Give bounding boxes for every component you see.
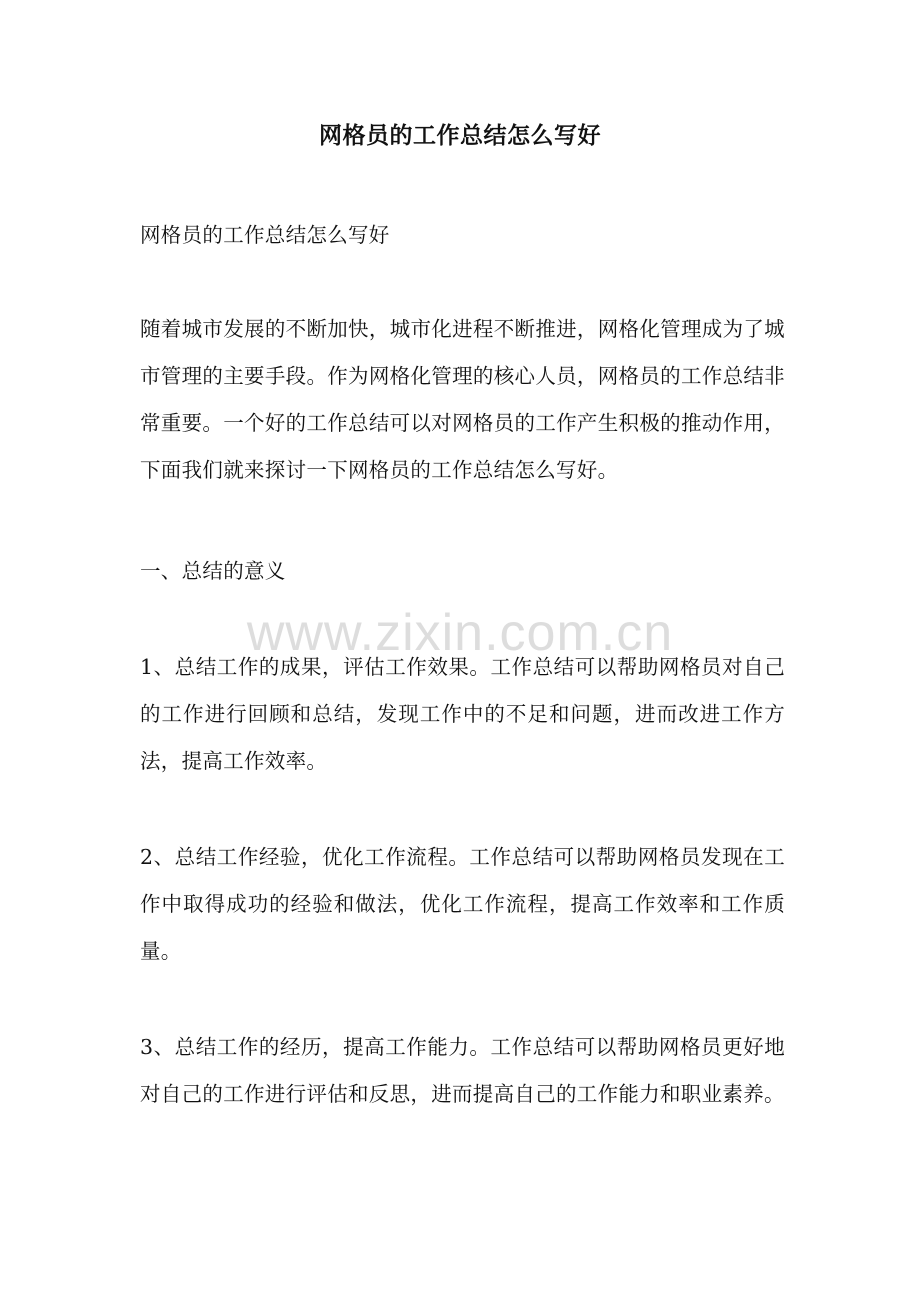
document-subtitle: 网格员的工作总结怎么写好: [140, 223, 390, 247]
watermark: www.zixin.com.cn: [246, 604, 674, 662]
intro-paragraph: 随着城市发展的不断加快，城市化进程不断推进，网格化管理成为了城市管理的主要手段。作为网格化管理的核心人员，网格员的工作总结非常重要。一个好的工作总结可以对网格员的工作产生积极的推动作用，下面我们就来探讨一下网格员的工作总结怎么写好。: [140, 317, 785, 482]
list-item: 3、总结工作的经历，提高工作能力。工作总结可以帮助网格员更好地对自己的工作进行评估和反思，进而提高自己的工作能力和职业素养。: [140, 1035, 785, 1106]
document-title: 网格员的工作总结怎么写好: [319, 122, 601, 149]
list-item: 2、总结工作经验，优化工作流程。工作总结可以帮助网格员发现在工作中取得成功的经验和做法，优化工作流程，提高工作效率和工作质量。: [140, 845, 785, 963]
list-item: 1、总结工作的成果，评估工作效果。工作总结可以帮助网格员对自己的工作进行回顾和总结，发现工作中的不足和问题，进而改进工作方法，提高工作效率。: [140, 655, 785, 773]
section-heading: 一、总结的意义: [140, 559, 286, 583]
